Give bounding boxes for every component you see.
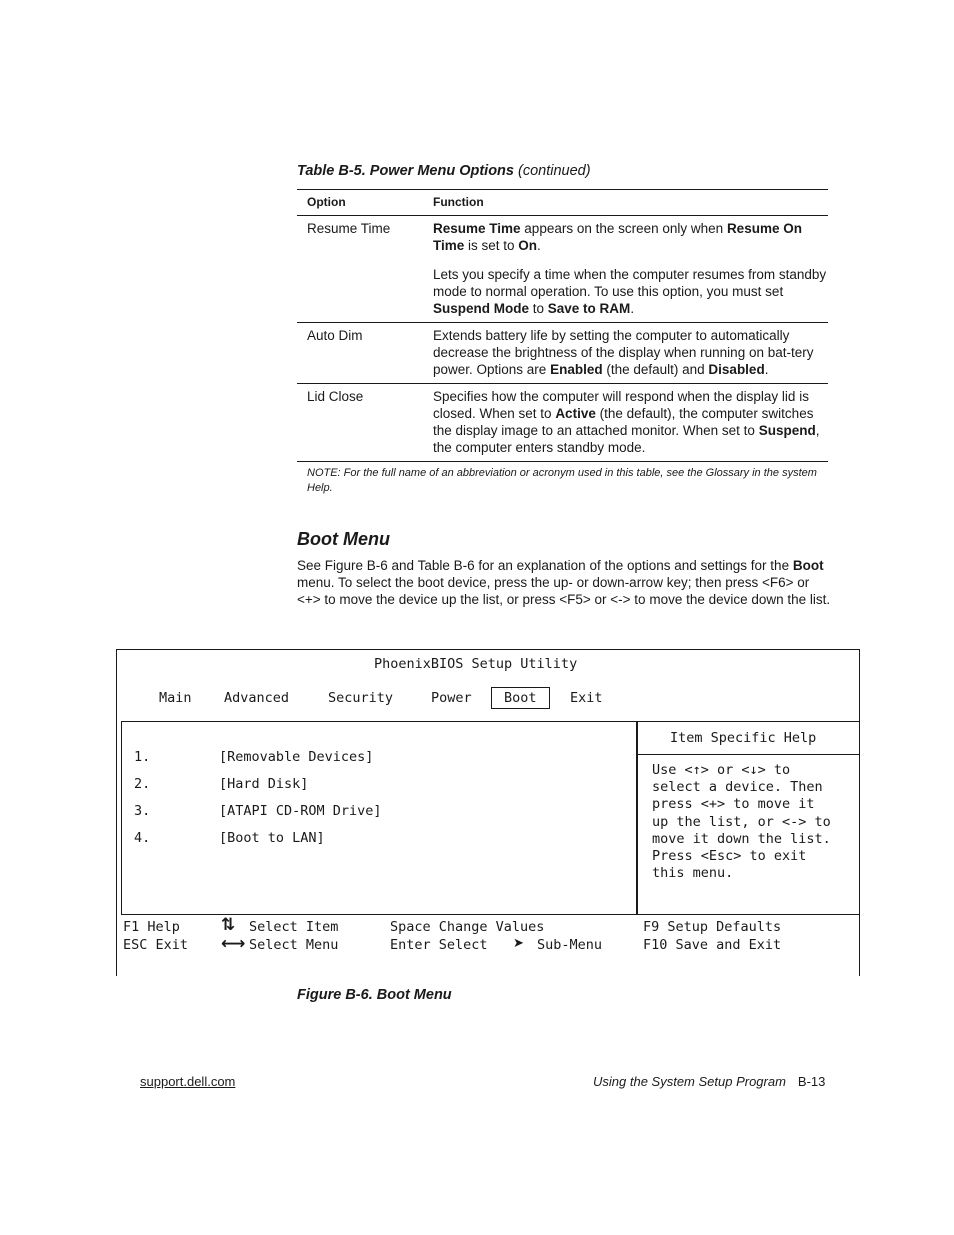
up-down-arrows-icon: ⇅ [221,915,236,935]
footer-running-title [593,1074,825,1089]
boot-item-device: [Boot to LAN] [219,830,325,846]
menu-security[interactable]: Security [328,690,394,706]
menu-boot[interactable]: Boot [491,687,550,709]
table-caption [297,163,591,179]
help-divider [637,754,860,755]
submenu-arrow-icon: ➤ [513,936,524,951]
menu-main[interactable]: Main [159,690,192,706]
boot-item-number: 1. [134,749,151,765]
footer-title: Using the System Setup Program [593,1074,786,1089]
key-esc-exit: ESC Exit [123,937,189,953]
bios-setup-screen [116,649,860,976]
figure-caption: Figure B-6. Boot Menu [297,987,452,1003]
power-menu-options-table [297,189,828,496]
key-f1-help: F1 Help [123,919,180,935]
key-select-menu: Select Menu [249,937,339,953]
boot-item[interactable] [134,803,382,819]
item-specific-help-panel [636,721,860,915]
table-row [297,384,828,462]
boot-item[interactable] [134,749,373,765]
function-auto-dim [433,327,828,378]
function-text: Extends battery life by setting the computer to automatically decrease the brightness of the display when running on bat-tery power. Options are Enabled (the default) and Disabled. [433,328,814,377]
option-resume-time: Resume Time [307,221,391,236]
table-note: NOTE: For the full name of an abbreviation or acronym used in this table, see the Glossary in the system Help. [307,467,817,494]
menu-exit[interactable]: Exit [570,690,603,706]
boot-item-device: [Hard Disk] [219,776,309,792]
boot-item-device: [Removable Devices] [219,749,374,765]
section-heading: Boot Menu [297,529,390,549]
bios-title: PhoenixBIOS Setup Utility [374,656,578,672]
boot-item-number: 2. [134,776,151,792]
function-lid-close [433,388,828,456]
key-space-change-values: Space Change Values [390,919,545,935]
table-row [297,323,828,384]
page-number: B-13 [797,1074,826,1089]
function-text: Specifies how the computer will respond when the display lid is closed. When set to Active (the default), the computer switches the display image to an attached monitor. When set to Suspend, the computer enters standby mode. [433,389,820,455]
left-right-arrow-icon: ⟷ [221,934,246,954]
boot-item[interactable] [134,776,308,792]
footer-support-link[interactable]: support.dell.com [140,1074,236,1089]
boot-item-number: 4. [134,830,151,846]
function-text: Resume Time appears on the screen only when Resume On Time is set to On. [433,221,802,253]
table-header-function: Function [433,195,484,209]
option-lid-close: Lid Close [307,389,364,404]
boot-order-panel [121,721,638,915]
boot-item-device: [ATAPI CD-ROM Drive] [219,803,382,819]
table-header [297,189,828,216]
menu-power[interactable]: Power [431,690,472,706]
boot-item-number: 3. [134,803,151,819]
menu-advanced[interactable]: Advanced [224,690,290,706]
function-text: Lets you specify a time when the computer resumes from standby mode to normal operation. To use this option, you must set Suspend Mode to Save to RAM. [433,267,827,316]
key-f10-save-exit: F10 Save and Exit [643,937,782,953]
table-row [297,216,828,323]
help-text: Use <↑> or <↓> to select a device. Then press <+> to move it up the list, or <-> to move it down the list. Press <Esc> to exit this menu. [652,762,831,882]
key-f9-setup-defaults: F9 Setup Defaults [643,919,782,935]
function-resume-time [433,220,828,317]
boot-item[interactable] [134,830,325,846]
option-auto-dim: Auto Dim [307,328,363,343]
key-select-item: Select Item [249,919,339,935]
table-header-option: Option [307,195,346,209]
table-caption-continued: (continued) [518,163,591,179]
key-submenu: Sub-Menu [537,937,603,953]
help-title: Item Specific Help [670,730,817,746]
key-enter-select: Enter Select [390,937,488,953]
section-paragraph: See Figure B-6 and Table B-6 for an explanation of the options and settings for the Boot menu. To select the boot device, press the up- or down-arrow key; then press <F6> or <+> to move the device up the list, or press <F5> or <-> to move the device down the list. [297,558,831,607]
table-caption-title: Table B-5. Power Menu Options [297,163,514,179]
